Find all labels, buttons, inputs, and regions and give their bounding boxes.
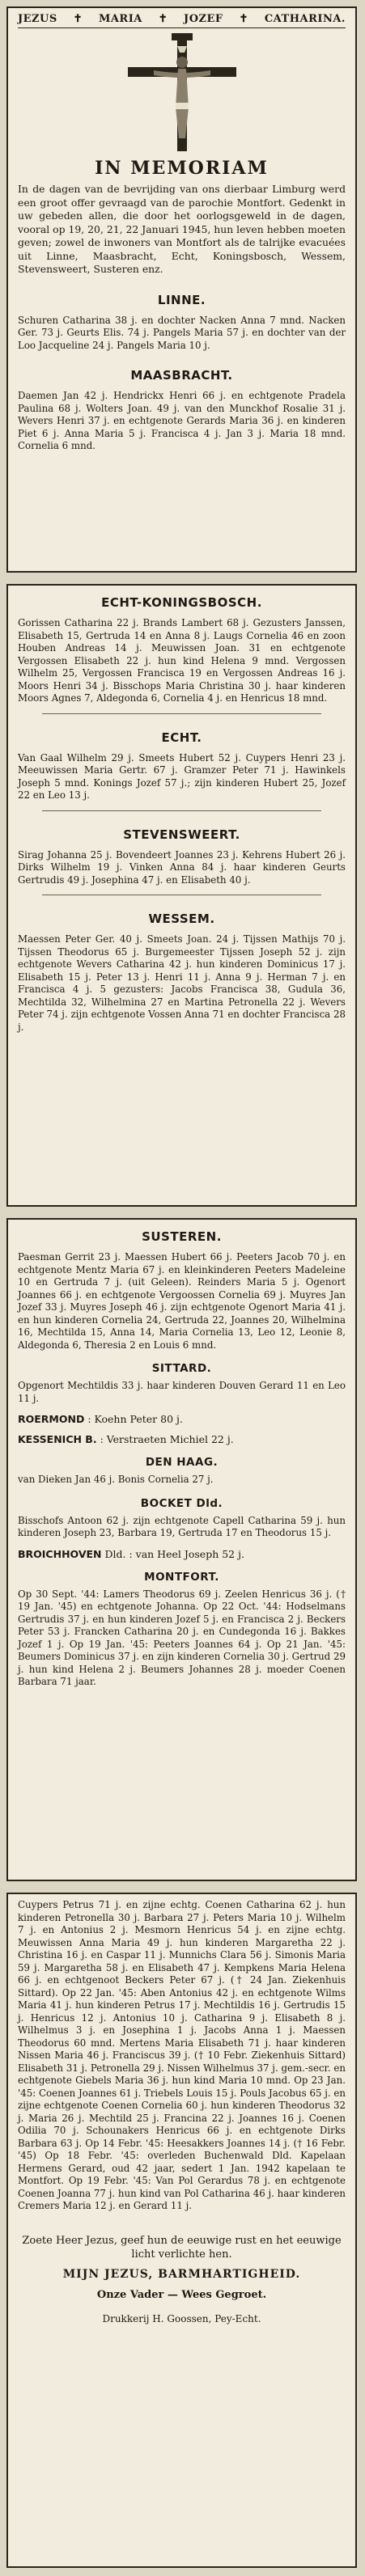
crucifix-icon bbox=[18, 33, 346, 154]
printer-credit: Drukkerij H. Goossen, Pey-Echt. bbox=[102, 2312, 261, 2324]
section-text-montfort: Op 30 Sept. '44: Lamers Theodorus 69 j. Zeelen Henricus 36 j. († 19 Jan. '45) en echtgenote Johanna. Op 22 Oct. '44: Hodselmans Gertrudis 37 j. en hun kinderen Jozef 5 j. en Francisca 2 j. Beckers Peter 53 j. Francken Catharina 20 j. en Cundegonda 16 j. Bakkes Jozef 1 j. Op 19 Jan. '45: Peeters Joannes 64 j. Op 21 Jan. '45: Beumers Dominicus 37 j. en zijn kinderen Cornelia 30 j. Gertrud 29 j. hun kind Helena 2 j. Beumers Johannes 28 j. moeder Coenen Barbara 71 jaar. bbox=[18, 1588, 346, 1687]
section-text-montfort-continued: Cuypers Petrus 71 j. en zijne echtg. Coenen Catharina 62 j. hun kinderen Petronella 30 j. Barbara 27 j. Peters Maria 10 j. Wilhelm 7 j. en Antonius 2 j. Mesmorn Henricus 54 j. en zijne echtg. Meuwissen Anna Maria 49 j. hun kinderen Margaretha 22 j. Christina 16 j. en Caspar 11 j. Munnichs Clara 56 j. Simonis Maria 59 j. Margaretha 58 j. en Elisabeth 47 j. Kempkens Maria Helena 66 j. en echtgenoot Beckers Peter 67 j. († 24 Jan. Ziekenhuis Sittard). Op 22 Jan. '45: Aben Antonius 42 j. en echtgenote Wilms Maria 41 j. hun kinderen Petrus 17 j. Mechtildis 16 j. Gertrudis 15 j. Henricus 12 j. Antonius 10 j. Catharina 9 j. Elisabeth 8 j. Wilhelmus 3 j. en Josephina 1 j. Jacobs Anna 1 j. Maessen Theodorus 60 mnd. Mertens Maria Elisabeth 71 j. haar kinderen Nissen Maria 46 j. Franciscus 39 j. († 10 Febr. Ziekenhuis Sittard) Elisabeth 31 j. Petronella 29 j. Nissen Wilhelmus 37 j. gem.-secr. en echtgenote Giebels Maria 36 j. hun kind Maria 10 mnd. Op 23 Jan. '45: Coenen Joannes 61 j. Triebels Louis 15 j. Pouls Jacobus 65 j. en zijne echtgenote Coenen Cornelia 60 j. hun kinderen Theodorus 32 j. Maria 26 j. Mechtild 25 j. Francina 22 j. Joannes 16 j. Coenen Odilia 70 j. Schounakers Henricus 66 j. en echtgenote Dirks Barbara 63 j. Op 14 Febr. '45: Heesakkers Joannes 14 j. († 16 Febr. '45) Op 18 Febr. '45: overleden Buchenwald Dld. Kapelaan Hermens Gerard, oud 42 jaar, sedert 1 Jan. 1942 kapelaan te Montfort. Op 19 Febr. '45: Van Pol Gerardus 78 j. en echtgenote Coenen Joanna 77 j. hun kind van Pol Catharina 46 j. haar kinderen Cremers Maria 12 j. en Gerard 11 j. bbox=[18, 1899, 346, 2211]
header-name: CATHARINA. bbox=[264, 13, 346, 25]
inline-rest: Dld. : van Heel Joseph 52 j. bbox=[104, 1547, 244, 1560]
section-text-bocket: Bisschofs Antoon 62 j. zijn echtgenote Capell Catharina 59 j. hun kinderen Joseph 23, Barbara 19, Gertruda 17 en Theodorus 15 j. bbox=[18, 1514, 346, 1538]
cross-glyph: ✝ bbox=[158, 13, 168, 25]
inline-place: BROICHHOVEN bbox=[18, 1547, 102, 1560]
closing-invocation: MIJN JEZUS, BARMHARTIGHEID. bbox=[62, 2267, 301, 2281]
header-name: JEZUS bbox=[18, 13, 57, 25]
divider bbox=[42, 713, 321, 714]
section-text-maasbracht: Daemen Jan 42 j. Hendrickx Henri 66 j. en echtgenote Pradela Paulina 68 j. Wolters Joan. 49 j. van den Munckhof Rosalie 31 j. Wevers Henri 37 j. en echtgenote Gerards Maria 36 j. en kinderen Piet 6 j. Anna Maria 5 j. Francisca 4 j. Jan 3 j. Maria 18 mnd. Cornelia 6 mnd. bbox=[18, 390, 346, 451]
section-heading-bocket: BOCKET Dld. bbox=[140, 1496, 223, 1510]
header-name: JOZEF bbox=[184, 13, 223, 25]
memorial-card-2 bbox=[6, 584, 357, 1207]
inline-place: ROERMOND bbox=[18, 1413, 85, 1425]
section-heading-sittard: SITTARD. bbox=[151, 1362, 212, 1375]
section-heading-montfort: MONTFORT. bbox=[144, 1570, 219, 1584]
closing-prayers: Onze Vader — Wees Gegroet. bbox=[96, 2288, 267, 2301]
section-heading-echt-koningsbosch: ECHT-KONINGSBOSCH. bbox=[101, 595, 262, 610]
section-text-wessem: Maessen Peter Ger. 40 j. Smeets Joan. 24 j. Tijssen Mathijs 70 j. Tijssen Theodorus 65 j. Burgemeester Tijssen Joseph 52 j. zijn echtgenote Wevers Catharina 42 j. hun kinderen Dominicus 17 j. Elisabeth 15 j. Peter 13 j. Henri 11 j. Anna 9 j. Herman 7 j. en Francisca 4 j. 5 gezusters: Jacobs Francisca 38, Gudula 36, Mechtilda 32, Wilhelmina 27 en Martina Petronella 22 j. Wevers Peter 74 j. zijn echtgenote Vossen Anna 71 en dochter Francisca 28 j. bbox=[18, 933, 346, 1033]
section-text-echt-koningsbosch: Gorissen Catharina 22 j. Brands Lambert 68 j. Gezusters Janssen, Elisabeth 15, Gertruda 14 en Anna 8 j. Laugs Cornelia 46 en zoon Houben Andreas 14 j. Meuwissen Joan. 31 en echtgenote Vergossen Elisabeth 22 j. hun kind Helena 9 mnd. Vergossen Wilhelm 25, Vergossen Francisca 19 en Vergossen Andreas 16 j. Moors Henri 34 j. Bisschops Maria Christina 30 j. haar kinderen Moors Agnes 7, Aldegonda 6, Cornelia 4 j. en Henricus 18 mnd. bbox=[18, 617, 346, 704]
header-name: MARIA bbox=[98, 13, 142, 25]
section-text-susteren: Paesman Gerrit 23 j. Maessen Hubert 66 j. Peeters Jacob 70 j. en echtgenote Mentz Maria 67 j. en kleinkinderen Peeters Madeleine 10 en Gertruda 7 j. (uit Geleen). Reinders Maria 5 j. Ogenort Joannes 66 j. en echtgenote Vergoossen Cornelia 69 j. Muyres Jan Jozef 33 j. Muyres Joseph 46 j. zijn echtgenote Ogenort Maria 41 j. en hun kinderen Cornelia 24, Gertruda 22, Joannes 20, Wilhelmina 16, Mechtilda 15, Anna 14, Maria Cornelia 13, Leo 12, Leonie 8, Aldegonda 6, Theresia 2 en Louis 6 mnd. bbox=[18, 1251, 346, 1351]
section-text-den-haag: van Dieken Jan 46 j. Bonis Cornelia 27 j. bbox=[18, 1474, 214, 1485]
section-text-stevensweert: Sirag Johanna 25 j. Bovendeert Joannes 23 j. Kehrens Hubert 26 j. Dirks Wilhelm 19 j. Vinken Anna 84 j. haar kinderen Geurts Gertrudis 49 j. Josephina 47 j. en Elisabeth 40 j. bbox=[18, 848, 346, 886]
cross-glyph: ✝ bbox=[73, 13, 83, 25]
section-text-linne: Schuren Catharina 38 j. en dochter Nacken Anna 7 mnd. Nacken Ger. 73 j. Geurts Elis. 74 j. Pangels Maria 57 j. en dochter van der Loo Jacqueline 24 j. Pangels Maria 10 j. bbox=[18, 314, 346, 351]
section-heading-stevensweert: STEVENSWEERT. bbox=[123, 827, 240, 842]
section-heading-den-haag: DEN HAAG. bbox=[145, 1456, 219, 1469]
closing-line: Zoete Heer Jezus, geef hun de eeuwige rust en het eeuwige licht verlichte hen. bbox=[22, 2234, 342, 2261]
inline-entry-broichhoven bbox=[18, 1548, 346, 1560]
inline-rest: Koehn Peter 80 j. bbox=[94, 1413, 183, 1425]
memorial-card-4 bbox=[6, 1893, 357, 2568]
page-title: IN MEMORIAM bbox=[95, 158, 269, 179]
section-heading-wessem: WESSEM. bbox=[148, 912, 215, 926]
inline-entry-roermond: ROERMOND : Koehn Peter 80 j. bbox=[18, 1413, 183, 1425]
intro-paragraph: In de dagen van de bevrijding van ons dierbaar Limburg werd een groot offer gevraagd van de parochie Montfort. Gedenkt in uw gebeden allen, die door het oorlogsgeweld in de dagen, vooral op 19, 20, 21, 22 Januari 1945, hun leven hebben moeten geven; zowel de inwoners van Montfort als de talrijke evacuées uit Linne, Maasbracht, Echt, Koningsbosch, Wessem, Stevensweert, Susteren enz. bbox=[18, 183, 346, 275]
memorial-card-3 bbox=[6, 1218, 357, 1881]
header-names bbox=[18, 13, 346, 28]
divider bbox=[42, 810, 321, 811]
section-text-sittard: Opgenort Mechtildis 33 j. haar kinderen Douven Gerard 11 en Leo 11 j. bbox=[18, 1380, 346, 1404]
section-heading-echt: ECHT. bbox=[161, 730, 202, 745]
section-heading-susteren: SUSTEREN. bbox=[142, 1229, 222, 1244]
inline-entry-kessenich: KESSENICH B. : Verstraeten Michiel 22 j. bbox=[18, 1433, 234, 1445]
section-text-echt: Van Gaal Wilhelm 29 j. Smeets Hubert 52 j. Cuypers Henri 23 j. Meeuwissen Maria Gertr. 67 j. Gramzer Peter 71 j. Hawinkels Joseph 5 mnd. Konings Jozef 57 j.; zijn kinderen Hubert 25, Jozef 22 en Leo 13 j. bbox=[18, 751, 346, 801]
memorial-card-1 bbox=[6, 6, 357, 573]
section-heading-maasbracht: MAASBRACHT. bbox=[130, 368, 233, 383]
inline-rest: Verstraeten Michiel 22 j. bbox=[106, 1433, 234, 1445]
inline-place: KESSENICH B. bbox=[18, 1433, 97, 1445]
closing-prayer bbox=[18, 2234, 346, 2302]
cross-glyph: ✝ bbox=[239, 13, 248, 25]
section-heading-linne: LINNE. bbox=[157, 292, 206, 307]
